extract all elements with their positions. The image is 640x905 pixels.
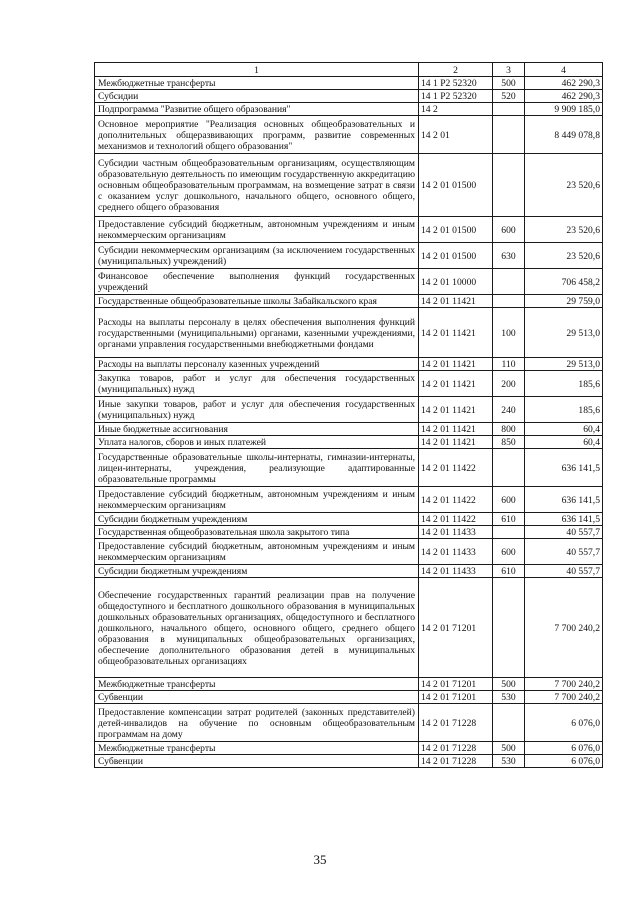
row-amount: 60,4 — [525, 436, 603, 449]
row-expense-type — [493, 449, 525, 487]
row-name: Государственные общеобразовательные школы Забайкальского края — [95, 295, 419, 308]
row-amount: 636 141,5 — [525, 513, 603, 526]
table-row — [95, 77, 603, 90]
table-row — [95, 755, 603, 768]
column-number-1: 1 — [95, 63, 419, 77]
table-row — [95, 578, 603, 678]
table-row — [95, 513, 603, 526]
row-amount: 23 520,6 — [525, 217, 603, 243]
row-target-code: 14 2 01 — [419, 116, 493, 154]
row-name: Субсидии частным общеобразовательным организациям, осуществляющим образовательную деятельность по имеющим государственную аккредитацию основным общеобразовательным программам, на возмещение затрат в связи с оказанием услуг дошкольного, начального общего, основного общего, среднего общего образования — [95, 154, 419, 217]
row-name: Субсидии — [95, 90, 419, 103]
table-row — [95, 742, 603, 755]
row-amount: 7 700 240,2 — [525, 691, 603, 704]
row-name: Расходы на выплаты персоналу казенных учреждений — [95, 358, 419, 371]
row-target-code: 14 2 01 71228 — [419, 742, 493, 755]
row-amount: 185,6 — [525, 371, 603, 397]
row-amount: 6 076,0 — [525, 742, 603, 755]
row-expense-type: 610 — [493, 565, 525, 578]
table-row — [95, 487, 603, 513]
row-expense-type: 850 — [493, 436, 525, 449]
row-name: Предоставление субсидий бюджетным, автономным учреждениям и иным некоммерческим организациям — [95, 217, 419, 243]
row-target-code: 14 2 01 71201 — [419, 691, 493, 704]
table-row — [95, 154, 603, 217]
table-row — [95, 90, 603, 103]
budget-table-body — [95, 63, 603, 768]
row-expense-type — [493, 578, 525, 678]
table-row — [95, 449, 603, 487]
row-amount: 23 520,6 — [525, 154, 603, 217]
row-target-code: 14 2 01 71201 — [419, 578, 493, 678]
row-target-code: 14 2 01 11433 — [419, 565, 493, 578]
row-amount: 6 076,0 — [525, 755, 603, 768]
column-number-4: 4 — [525, 63, 603, 77]
row-expense-type — [493, 704, 525, 742]
row-amount: 636 141,5 — [525, 449, 603, 487]
row-expense-type: 630 — [493, 243, 525, 269]
row-target-code: 14 2 01 01500 — [419, 217, 493, 243]
row-expense-type: 240 — [493, 397, 525, 423]
row-target-code: 14 2 01 11422 — [419, 513, 493, 526]
row-expense-type — [493, 526, 525, 539]
row-target-code: 14 2 01 11433 — [419, 526, 493, 539]
row-name: Основное мероприятие "Реализация основных общеобразовательных и дополнительных общеразвивающих программ, развитие современных механизмов и технологий общего образования" — [95, 116, 419, 154]
row-amount: 40 557,7 — [525, 526, 603, 539]
row-target-code: 14 2 01 71201 — [419, 678, 493, 691]
row-target-code: 14 2 01 71228 — [419, 755, 493, 768]
row-name: Расходы на выплаты персоналу в целях обеспечения выполнения функций государственными (муниципальными) органами, казенными учреждениями, органами управления государственными внебюджетными фондами — [95, 308, 419, 358]
row-expense-type: 100 — [493, 308, 525, 358]
row-expense-type: 500 — [493, 77, 525, 90]
row-expense-type: 520 — [493, 90, 525, 103]
row-expense-type: 600 — [493, 487, 525, 513]
row-target-code: 14 2 01 10000 — [419, 269, 493, 295]
row-amount: 7 700 240,2 — [525, 678, 603, 691]
row-name: Уплата налогов, сборов и иных платежей — [95, 436, 419, 449]
table-row — [95, 269, 603, 295]
row-expense-type: 500 — [493, 742, 525, 755]
row-amount: 185,6 — [525, 397, 603, 423]
table-row — [95, 103, 603, 116]
row-name: Государственные образовательные школы-интернаты, гимназии-интернаты, лицеи-интернаты, учреждения, реализующие адаптированные образовательные программы — [95, 449, 419, 487]
table-row — [95, 436, 603, 449]
row-target-code: 14 1 P2 52320 — [419, 77, 493, 90]
row-amount: 462 290,3 — [525, 90, 603, 103]
row-target-code: 14 2 01 11422 — [419, 449, 493, 487]
row-amount: 29 759,0 — [525, 295, 603, 308]
table-row — [95, 217, 603, 243]
row-expense-type: 610 — [493, 513, 525, 526]
table-row — [95, 565, 603, 578]
row-amount: 23 520,6 — [525, 243, 603, 269]
table-row — [95, 539, 603, 565]
row-expense-type — [493, 269, 525, 295]
row-name: Закупка товаров, работ и услуг для обеспечения государственных (муниципальных) нужд — [95, 371, 419, 397]
row-amount: 7 700 240,2 — [525, 578, 603, 678]
row-name: Субсидии некоммерческим организациям (за исключением государственных (муниципальных) учреждений) — [95, 243, 419, 269]
row-expense-type — [493, 295, 525, 308]
row-target-code: 14 2 01 11421 — [419, 371, 493, 397]
column-number-row — [95, 63, 603, 77]
row-target-code: 14 2 01 11421 — [419, 308, 493, 358]
row-expense-type: 800 — [493, 423, 525, 436]
row-target-code: 14 2 01 11421 — [419, 358, 493, 371]
row-amount: 29 513,0 — [525, 358, 603, 371]
row-amount: 462 290,3 — [525, 77, 603, 90]
row-expense-type: 530 — [493, 691, 525, 704]
column-number-2: 2 — [419, 63, 493, 77]
page-number: 35 — [313, 852, 327, 867]
row-expense-type: 500 — [493, 678, 525, 691]
row-name: Обеспечение государственных гарантий реализации прав на получение общедоступного и бесплатного дошкольного образования в муниципальных дошкольных образовательных организациях, общедоступного и бесплатного дошкольного, начального общего, основного общего, среднего общего образования в муниципальных общеобразовательных организациях, обеспечение дополнительного образования детей в муниципальных общеобразовательных организациях — [95, 578, 419, 678]
row-expense-type: 530 — [493, 755, 525, 768]
row-amount: 60,4 — [525, 423, 603, 436]
table-row — [95, 397, 603, 423]
row-name: Предоставление субсидий бюджетным, автономным учреждениям и иным некоммерческим организациям — [95, 539, 419, 565]
row-target-code: 14 2 01 11421 — [419, 436, 493, 449]
budget-table — [94, 62, 603, 768]
row-name: Иные закупки товаров, работ и услуг для обеспечения государственных (муниципальных) нужд — [95, 397, 419, 423]
row-name: Государственная общеобразовательная школа закрытого типа — [95, 526, 419, 539]
row-name: Иные бюджетные ассигнования — [95, 423, 419, 436]
row-target-code: 14 1 P2 52320 — [419, 90, 493, 103]
row-name: Межбюджетные трансферты — [95, 77, 419, 90]
row-target-code: 14 2 01 11433 — [419, 539, 493, 565]
row-amount: 636 141,5 — [525, 487, 603, 513]
row-amount: 6 076,0 — [525, 704, 603, 742]
table-row — [95, 678, 603, 691]
row-target-code: 14 2 — [419, 103, 493, 116]
row-name: Субсидии бюджетным учреждениям — [95, 565, 419, 578]
table-row — [95, 691, 603, 704]
row-expense-type — [493, 116, 525, 154]
table-row — [95, 704, 603, 742]
row-name: Субвенции — [95, 755, 419, 768]
row-name: Предоставление субсидий бюджетным, автономным учреждениям и иным некоммерческим организациям — [95, 487, 419, 513]
row-name: Межбюджетные трансферты — [95, 678, 419, 691]
row-name: Субсидии бюджетным учреждениям — [95, 513, 419, 526]
table-row — [95, 295, 603, 308]
row-target-code: 14 2 01 01500 — [419, 154, 493, 217]
row-name: Подпрограмма "Развитие общего образования" — [95, 103, 419, 116]
row-amount: 8 449 078,8 — [525, 116, 603, 154]
row-target-code: 14 2 01 11421 — [419, 423, 493, 436]
table-row — [95, 358, 603, 371]
row-name: Субвенции — [95, 691, 419, 704]
row-name: Предоставление компенсации затрат родителей (законных представителей) детей-инвалидов на обучение по основным общеобразовательным программам на дому — [95, 704, 419, 742]
column-number-3: 3 — [493, 63, 525, 77]
table-row — [95, 116, 603, 154]
row-target-code: 14 2 01 71228 — [419, 704, 493, 742]
row-target-code: 14 2 01 11421 — [419, 295, 493, 308]
row-target-code: 14 2 01 11422 — [419, 487, 493, 513]
row-amount: 9 909 185,0 — [525, 103, 603, 116]
table-row — [95, 526, 603, 539]
row-amount: 40 557,7 — [525, 539, 603, 565]
row-name: Межбюджетные трансферты — [95, 742, 419, 755]
row-expense-type: 110 — [493, 358, 525, 371]
row-amount: 40 557,7 — [525, 565, 603, 578]
row-expense-type: 600 — [493, 539, 525, 565]
row-expense-type — [493, 154, 525, 217]
table-row — [95, 423, 603, 436]
row-expense-type: 600 — [493, 217, 525, 243]
row-expense-type: 200 — [493, 371, 525, 397]
table-row — [95, 308, 603, 358]
row-name: Финансовое обеспечение выполнения функций государственных учреждений — [95, 269, 419, 295]
row-expense-type — [493, 103, 525, 116]
row-target-code: 14 2 01 01500 — [419, 243, 493, 269]
table-row — [95, 371, 603, 397]
row-amount: 29 513,0 — [525, 308, 603, 358]
row-amount: 706 458,2 — [525, 269, 603, 295]
table-row — [95, 243, 603, 269]
row-target-code: 14 2 01 11421 — [419, 397, 493, 423]
